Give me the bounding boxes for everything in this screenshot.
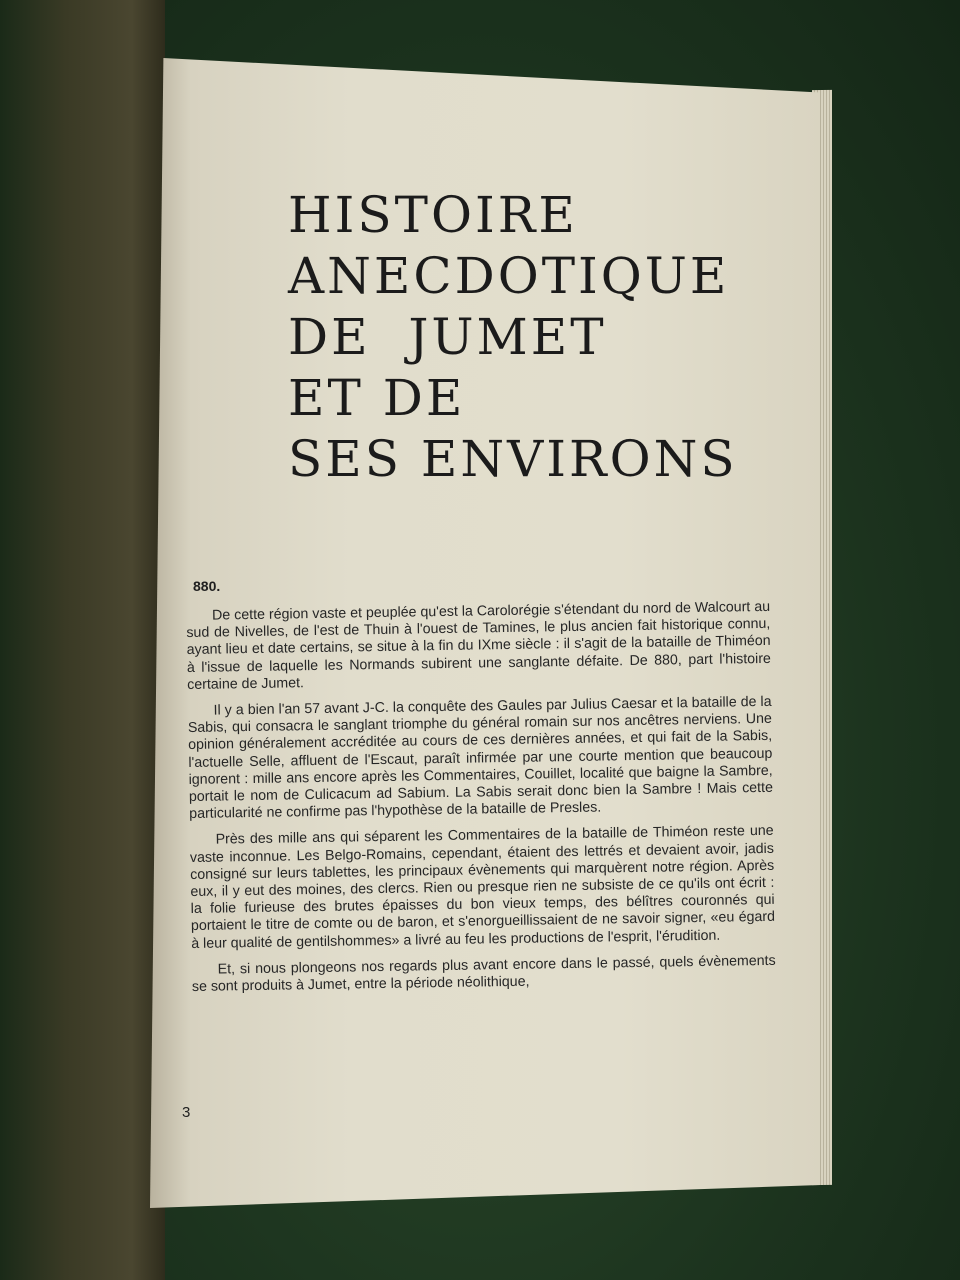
title-line: DE JUMET xyxy=(288,308,607,366)
title-line: ANECDOTIQUE xyxy=(288,247,730,305)
body-text xyxy=(186,599,776,1005)
chapter-title xyxy=(288,186,738,495)
section-year-heading: 880. xyxy=(193,578,221,594)
paragraph: Près des mille ans qui séparent les Commentaires de la bataille de Thiméon reste une vaste inconnue. Les Belgo-Romains, cependant, étaient des lettrés et devaient avoir, jadis consigné sur leurs tablettes, les principaux évènements qui marquèrent notre région. Après eux, il y eut des moines, des clercs. Rien ou presque rien ne subsiste de ce qu'ils ont écrit : la folie furieuse des brutes épaisses du bon vieux temps, des bélîtres couronnés qui portaient le titre de comte ou de baron, et s'enorgueillissaient de ne savoir signer, «eu égard à leur qualité de gentilshommes» a livré au feu les productions de l'esprit, l'érudition. xyxy=(189,823,776,952)
page-number: 3 xyxy=(182,1104,191,1121)
title-line: SES ENVIRONS xyxy=(288,430,738,488)
title-line: HISTOIRE xyxy=(288,186,578,244)
paragraph: De cette région vaste et peuplée qu'est la Carolorégie s'étendant du nord de Walcourt au sud de Nivelles, de l'est de Thuin à l'ouest de Tamines, le plus ancien fait historique connu, ayant lieu et date certains, se situe à la fin du IXme siècle : il s'agit de la bataille de Thiméon à l'issue de laquelle les Normands subirent une sanglante défaite. De 880, part l'histoire certaine de Jumet. xyxy=(186,598,771,693)
paragraph: Et, si nous plongeons nos regards plus avant encore dans le passé, quels évènements se sont produits à Jumet, entre la période néolithique, xyxy=(191,952,776,996)
left-page-edge xyxy=(0,0,165,1280)
title-line: ET DE xyxy=(288,369,466,427)
paragraph: Il y a bien l'an 57 avant J-C. la conquête des Gaules par Julius Caesar et la bataille de la Sabis, qui consacra le sanglant triomphe du général romain sur nos ancêtres nerviens. Une opinion généralement accréditée au cours de ces dernières années, et qui fait de la Sabis, l'actuelle Selle, affluent de l'Escaut, paraît infirmée par une courte mention que beaucoup ignorent : mille ans encore après les Commentaires, Couillet, localité que baigne la Sambre, portait le nom de Culicacum ad Sabium. La Sabis serait donc bien la Sambre ! Mais cette particularité ne confirme pas l'hypothèse de la bataille de Presles. xyxy=(187,693,774,823)
